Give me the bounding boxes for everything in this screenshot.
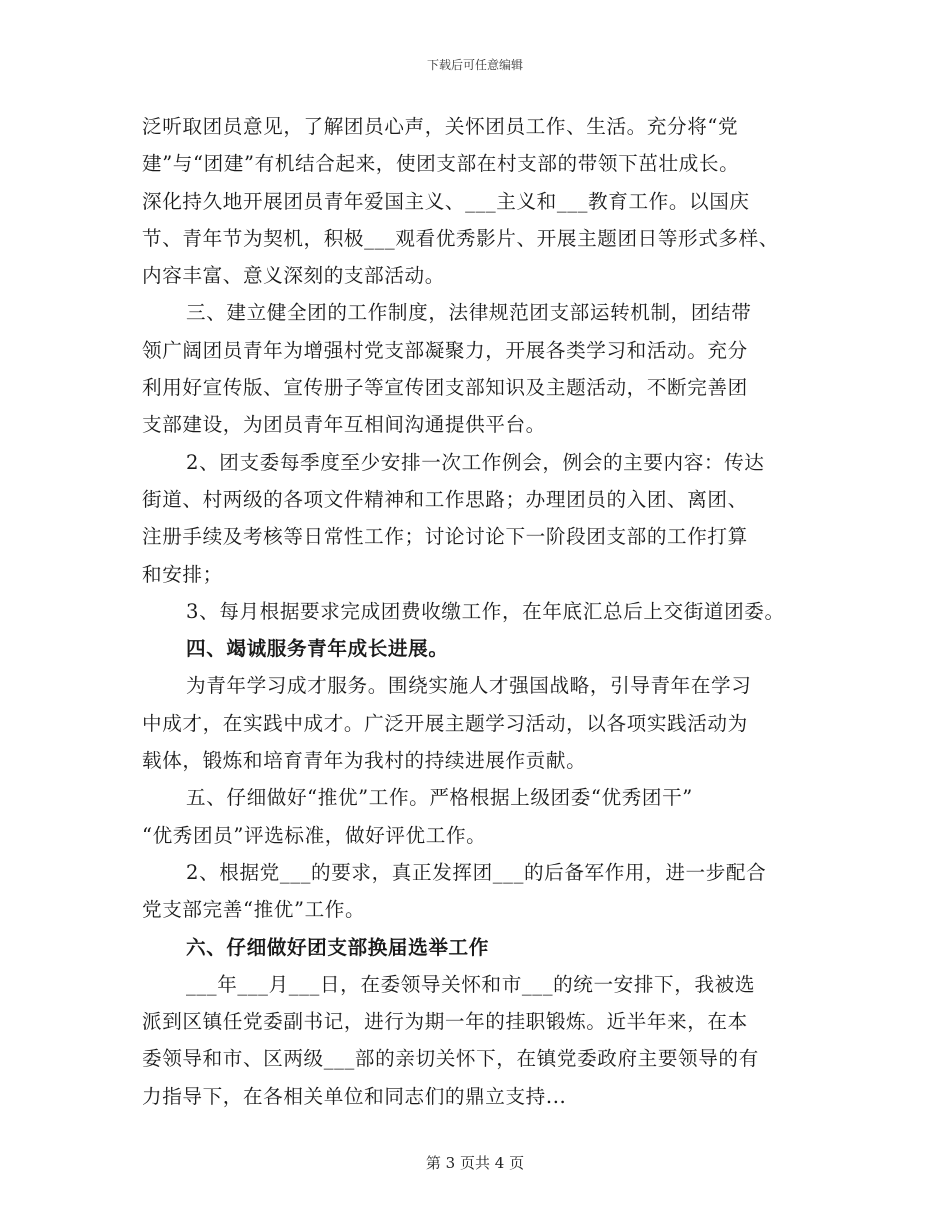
paragraph-line: 注册手续及考核等日常性工作；讨论讨论下一阶段团支部的工作打算	[142, 525, 748, 549]
paragraph-line: 3、每月根据要求完成团费收缴工作，在年底汇总后上交街道团委。	[186, 599, 785, 623]
paragraph-line: 力指导下，在各相关单位和同志们的鼎立支持...	[142, 1084, 567, 1108]
paragraph-line: 载体，锻炼和培育青年为我村的持续进展作贡献。	[142, 749, 587, 773]
paragraph-line: 党支部完善“推优”工作。	[142, 898, 366, 922]
page-footer: 第 3 页共 4 页	[425, 1154, 525, 1172]
paragraph-line: ___年___月___日，在委领导关怀和市___的统一安排下，我被选	[186, 972, 756, 996]
paragraph-line: 派到区镇任党委副书记，进行为期一年的挂职锻炼。近半年来，在本	[142, 1010, 748, 1034]
document-body	[142, 108, 832, 1115]
paragraph-line: 和安排；	[142, 562, 223, 586]
paragraph-line: 2、根据党___的要求，真正发挥团___的后备军作用，进一步配合	[186, 860, 767, 884]
paragraph-line: 委领导和市、区两级___部的亲切关怀下，在镇党委政府主要领导的有	[142, 1047, 759, 1071]
paragraph-line: 节、青年节为契机，积极___观看优秀影片、开展主题团日等形式多样、	[142, 226, 780, 250]
paragraph-line: 2、团支委每季度至少安排一次工作例会，例会的主要内容：传达	[186, 450, 765, 474]
section-heading-line: 四、竭诚服务青年成长进展。	[186, 637, 449, 661]
paragraph-line: 内容丰富、意义深刻的支部活动。	[142, 264, 445, 288]
paragraph-line: 建”与“团建”有机结合起来，使团支部在村支部的带领下茁壮成长。	[142, 152, 740, 176]
paragraph-line: 利用好宣传版、宣传册子等宣传团支部知识及主题活动，不断完善团	[142, 376, 748, 400]
paragraph-line: 五、仔细做好“推优”工作。严格根据上级团委“优秀团干”	[186, 786, 693, 810]
paragraph-line: 深化持久地开展团员青年爱国主义、___主义和___教育工作。以国庆	[142, 189, 750, 213]
paragraph-line: 领广阔团员青年为增强村党支部凝聚力，开展各类学习和活动。充分	[142, 338, 748, 362]
section-heading-line: 六、仔细做好团支部换届选举工作	[186, 935, 489, 959]
paragraph-line: 中成才，在实践中成才。广泛开展主题学习活动，以各项实践活动为	[142, 711, 748, 735]
paragraph-line: 三、建立健全团的工作制度，法律规范团支部运转机制，团结带	[186, 301, 752, 325]
paragraph-line: 泛听取团员意见，了解团员心声，关怀团员工作、生活。充分将“党	[142, 115, 739, 138]
paragraph-line: 为青年学习成才服务。围绕实施人才强国战略，引导青年在学习	[186, 674, 752, 698]
page-header: 下载后可任意编辑	[426, 58, 523, 72]
paragraph-line: “优秀团员”评选标准，做好评优工作。	[142, 823, 487, 847]
paragraph-line: 街道、村两级的各项文件精神和工作思路；办理团员的入团、离团、	[142, 487, 748, 511]
paragraph-line: 支部建设，为团员青年互相间沟通提供平台。	[142, 413, 546, 437]
